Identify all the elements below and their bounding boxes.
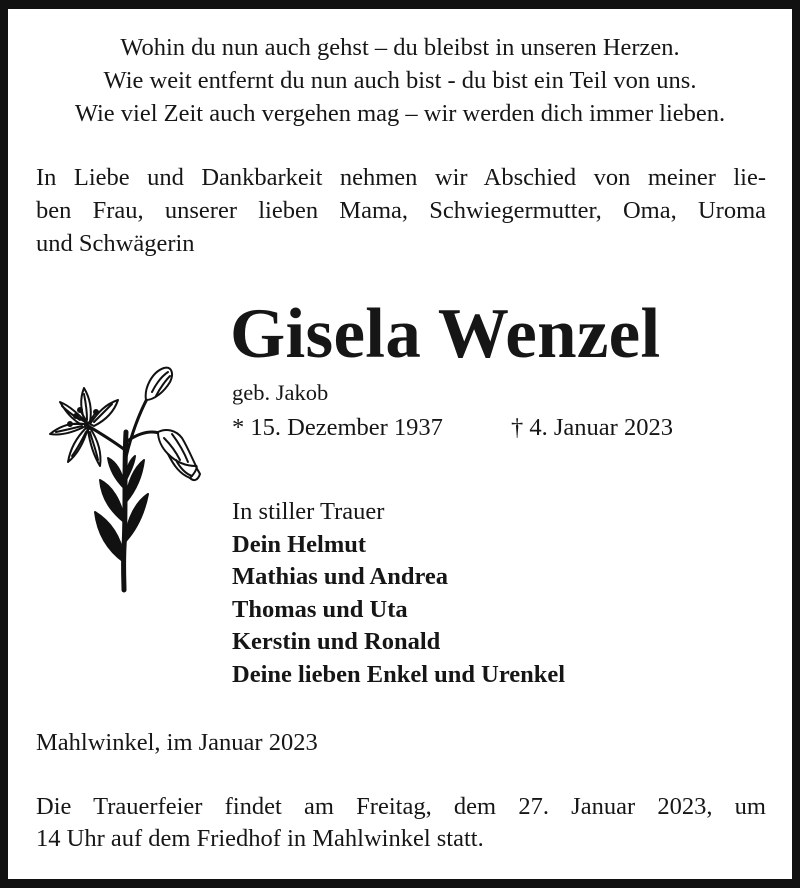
- service-line: 14 Uhr auf dem Friedhof in Mahlwinkel statt.: [36, 825, 484, 852]
- mourner-name: Thomas und Uta: [232, 595, 408, 623]
- poem-line: Wie viel Zeit auch vergehen mag – wir werden dich immer lieben.: [74, 100, 726, 127]
- memorial-poem: [30, 31, 770, 130]
- service-line: Die Trauerfeier findet am Freitag, dem 27. Januar 2023, um: [36, 793, 766, 820]
- maiden-name: geb. Jakob: [232, 380, 329, 405]
- place-and-date: Mahlwinkel, im Januar 2023: [36, 729, 318, 756]
- mourners-block: [232, 496, 565, 691]
- death-date: † 4. Januar 2023: [511, 414, 673, 441]
- intro-line: und Schwägerin: [36, 230, 195, 257]
- poem-line: Wie weit entfernt du nun auch bist - du bist ein Teil von uns.: [103, 67, 697, 94]
- farewell-intro: [36, 161, 766, 260]
- mourner-name: Kerstin und Ronald: [232, 628, 441, 655]
- deceased-name: Gisela Wenzel: [230, 295, 661, 373]
- intro-line: In Liebe und Dankbarkeit nehmen wir Abschied von meiner lie-: [36, 164, 766, 191]
- mourner-name: Dein Helmut: [232, 530, 367, 558]
- funeral-service-info: [36, 791, 766, 855]
- mourner-name: Deine lieben Enkel und Urenkel: [232, 660, 566, 688]
- mourner-name: Mathias und Andrea: [232, 563, 449, 590]
- poem-line: Wohin du nun auch gehst – du bleibst in unseren Herzen.: [120, 34, 680, 61]
- intro-line: ben Frau, unserer lieben Mama, Schwiegermutter, Oma, Uroma: [36, 197, 766, 224]
- birth-date: * 15. Dezember 1937: [232, 414, 443, 441]
- mourners-heading: In stiller Trauer: [232, 498, 385, 525]
- lily-icon: [40, 362, 205, 594]
